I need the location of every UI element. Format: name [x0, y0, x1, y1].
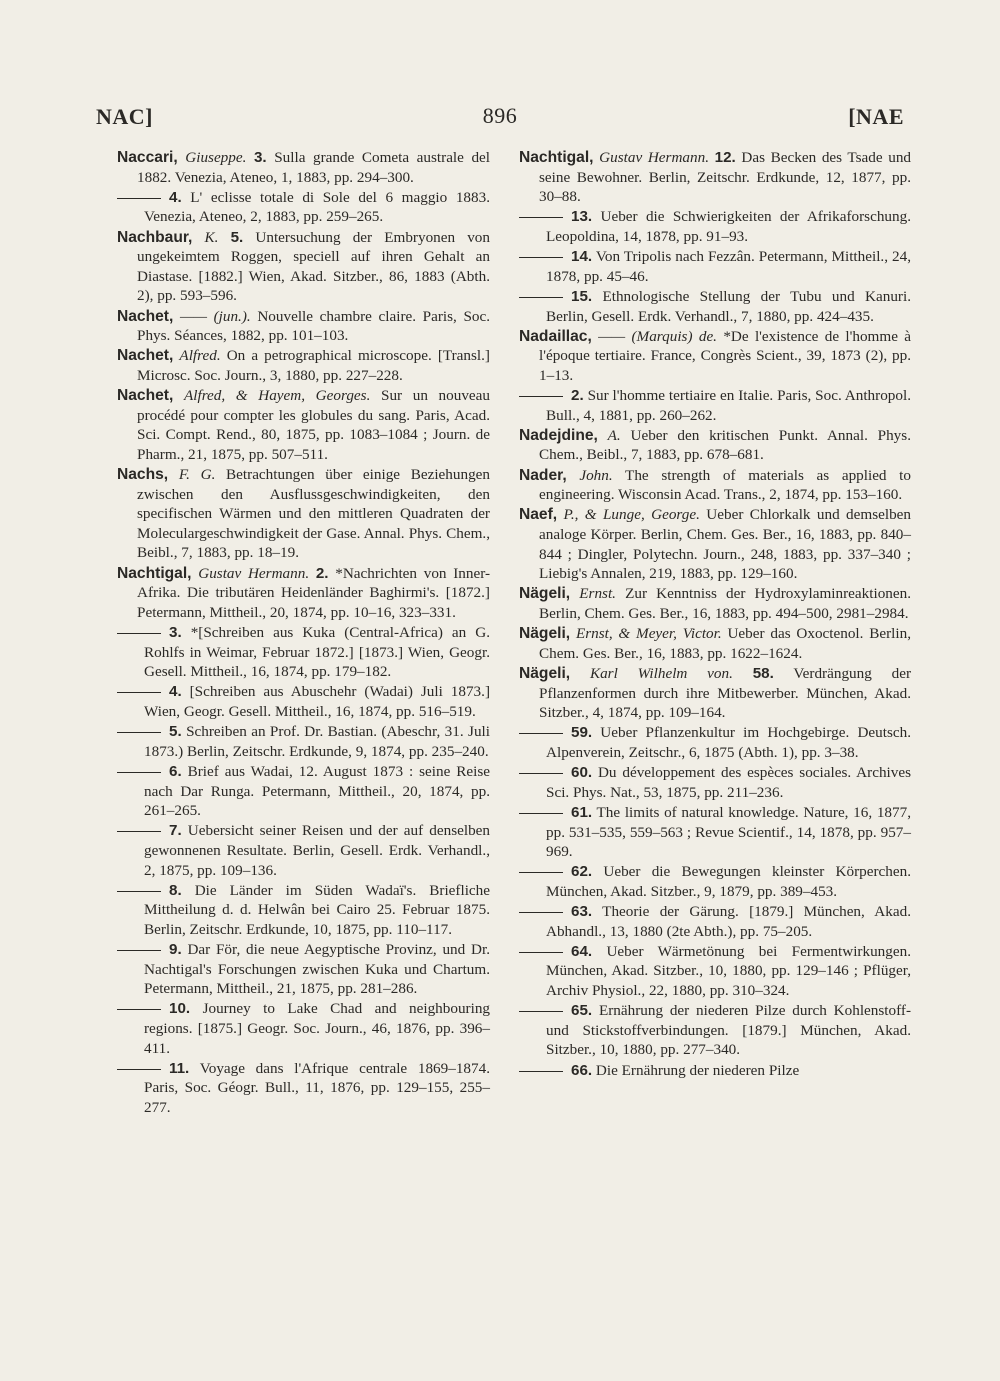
bibliography-entry — [519, 327, 911, 386]
bibliography-entry — [117, 228, 490, 306]
entry-text: Sur l'homme tertiaire en Italie. Paris, Soc. Anthropol. Bull., 4, 1881, pp. 260–262. — [546, 387, 912, 424]
entry-number: 4. — [169, 188, 182, 206]
right-column — [519, 148, 911, 1081]
entry-number: 60. — [571, 764, 593, 782]
ditto-rule — [519, 257, 563, 258]
entry-text: Von Tripolis nach Fezzân. Petermann, Mittheil., 24, 1878, pp. 45–46. — [546, 248, 911, 285]
entry-text: Brief aus Wadai, 12. August 1873 : seine Reise nach Dar Runga. Petermann, Mittheil., 20, 1874, pp. 261–265. — [144, 762, 491, 820]
author-given-name: Ernst. — [579, 585, 616, 603]
bibliography-entry — [519, 287, 911, 326]
author-surname: Nachtigal, — [519, 149, 594, 166]
author-given-name: F. G. — [178, 466, 216, 484]
bibliography-entry — [519, 505, 911, 583]
entry-text: Untersuchung der Embryonen von ungekeimtem Roggen, speciell auf ihren Gehalt an Diastase. [1882.] Wien, Akad. Sitzber., 86, 1883 (Abth. 2), pp. 593–596. — [137, 228, 490, 305]
ditto-rule — [519, 773, 563, 774]
entry-number: 59. — [571, 724, 593, 742]
ditto-rule — [519, 952, 563, 953]
entry-text: Die Länder im Süden Wadaï's. Briefliche Mittheilung d. d. Helwân bei Cairo 25. Februar 1875. Berlin, Zeitschr. Erdkunde, 10, 1875, pp. 110–117. — [144, 881, 490, 938]
author-surname: Nachet, — [117, 347, 174, 365]
bibliography-entry — [117, 722, 490, 761]
bibliography-entry — [117, 821, 490, 880]
author-given-name: K. — [204, 228, 219, 246]
author-given-name: —— (Marquis) de. — [598, 327, 717, 345]
bibliography-entry — [519, 386, 911, 425]
entry-text: Theorie der Gärung. [1879.] München, Akad. Abhandl., 13, 1880 (2te Abth.), pp. 75–205. — [546, 903, 911, 940]
running-head-left: NAC] — [96, 104, 153, 129]
entry-number: 8. — [169, 881, 182, 899]
entry-text: Schreiben an Prof. Dr. Bastian. (Abeschr, 31. Juli 1873.) Berlin, Zeitschr. Erdkunde, 9, 1874, pp. 235–240. — [144, 723, 490, 760]
author-given-name: Karl Wilhelm von. — [589, 664, 733, 682]
entry-text: Sur un nouveau procédé pour compter les globules du sang. Paris, Acad. Sci. Compt. Rend., 80, 1875, pp. 1083–1084 ; Journ. de Pharm., 21, 1875, pp. 507–511. — [137, 387, 491, 463]
bibliography-entry — [117, 307, 490, 346]
entry-number: 10. — [169, 1000, 191, 1018]
author-surname: Nägeli, — [519, 625, 571, 643]
entry-text: Ueber die Schwierigkeiten der Afrikaforschung. Leopoldina, 14, 1878, pp. 91–93. — [546, 208, 911, 245]
author-surname: Nachs, — [117, 466, 169, 484]
author-surname: Nadaillac, — [519, 327, 592, 345]
bibliography-entry — [519, 426, 911, 465]
ditto-rule — [117, 1009, 161, 1010]
entry-text: Verdrängung der Pflanzenformen durch ihre Mitbewerber. München, Akad. Sitzber., 4, 1874, pp. 109–164. — [539, 664, 912, 722]
bibliography-entry — [519, 902, 911, 941]
entry-text: Ueber Pflanzenkultur im Hochgebirge. Deutsch. Alpenverein, Zeitschr., 6, 1875 (Abth. 1), pp. 3–38. — [546, 724, 912, 761]
author-surname: Nachbaur, — [117, 228, 193, 246]
bibliography-entry — [519, 247, 911, 286]
bibliography-entry — [519, 942, 911, 1001]
bibliography-entry — [519, 763, 911, 802]
entry-text: On a petrographical microscope. [Transl.] Microsc. Soc. Journ., 3, 1880, pp. 227–228. — [137, 347, 490, 384]
entry-number: 63. — [571, 903, 593, 921]
bibliography-entry — [117, 386, 490, 464]
bibliography-entry — [519, 664, 911, 723]
bibliography-entry — [117, 623, 490, 682]
entry-text: Voyage dans l'Afrique centrale 1869–1874. Paris, Soc. Géogr. Bull., 11, 1876, pp. 129–155, 255–277. — [144, 1059, 490, 1116]
entry-number: 7. — [169, 822, 182, 840]
entry-number: 9. — [169, 941, 182, 959]
left-column — [117, 148, 490, 1118]
bibliography-entry — [117, 1059, 490, 1118]
author-given-name: Gustav Hermann. — [198, 564, 310, 582]
author-given-name: P., & Lunge, George. — [563, 506, 700, 524]
bibliography-entry — [117, 346, 490, 385]
author-given-name: Gustav Hermann. — [599, 149, 709, 166]
entry-text: Journey to Lake Chad and neighbouring regions. [1875.] Geogr. Soc. Journ., 46, 1876, pp. 396–411. — [144, 1000, 491, 1057]
entry-number: 12. — [714, 149, 736, 166]
bibliography-entry — [117, 188, 490, 227]
bibliography-entry — [519, 803, 911, 862]
entry-text: Ueber Wärmetönung bei Fermentwirkungen. München, Akad. Sitzber., 10, 1880, pp. 129–146 ; Pflüger, Archiv Physiol., 22, 1880, pp. 310–324. — [546, 942, 911, 1000]
entry-number: 61. — [571, 803, 593, 821]
entry-number: 62. — [571, 863, 593, 881]
ditto-rule — [117, 891, 161, 892]
entry-number: 2. — [315, 564, 329, 582]
entry-text: Ueber Chlorkalk und demselben analoge Körper. Berlin, Chem. Ges. Ber., 16, 1883, pp. 840–844 ; Dingler, Polytechn. Journ., 248, 1883, pp. 337–340 ; Liebig's Annalen, 219, 1883, pp. 129–160. — [539, 506, 911, 583]
author-surname: Nachet, — [117, 307, 174, 325]
entry-text: Das Becken des Tsade und seine Bewohner. Berlin, Zeitschr. Erdkunde, 12, 1877, pp. 30–88. — [539, 149, 912, 206]
entry-text: Ernährung der niederen Pilze durch Kohlenstoff- und Stickstoffverbindungen. [1879.] München, Akad. Sitzber., 10, 1880, pp. 277–340. — [546, 1002, 912, 1059]
author-given-name: A. — [607, 426, 621, 444]
bibliography-entry — [519, 624, 911, 663]
author-surname: Naef, — [519, 506, 558, 524]
author-surname: Nägeli, — [519, 585, 571, 603]
entry-number: 4. — [169, 683, 182, 701]
bibliography-entry — [117, 148, 490, 187]
running-head-right: [NAE — [848, 104, 904, 129]
entry-text: Ueber die Bewegungen kleinster Körperchen. München, Akad. Sitzber., 9, 1879, pp. 389–453. — [546, 863, 912, 900]
ditto-rule — [519, 1011, 563, 1012]
entry-text: Ethnologische Stellung der Tubu und Kanuri. Berlin, Gesell. Erdk. Verhandl., 7, 1880, pp. 424–435. — [546, 287, 911, 325]
bibliography-entry — [519, 1061, 911, 1081]
entry-text: The limits of natural knowledge. Nature, 16, 1877, pp. 531–535, 559–563 ; Revue Scientif., 14, 1878, pp. 957–969. — [546, 803, 911, 861]
entry-number: 3. — [253, 149, 267, 166]
entry-text: L' eclisse totale di Sole del 6 maggio 1883. Venezia, Ateneo, 2, 1883, pp. 259–265. — [144, 188, 491, 226]
bibliography-entry — [519, 723, 911, 762]
entry-text: Uebersicht seiner Reisen und der auf denselben gewonnenen Resultate. Berlin, Gesell. Erdk. Verhandl., 2, 1875, pp. 109–136. — [144, 822, 490, 879]
author-given-name: —— (jun.). — [179, 307, 251, 325]
ditto-rule — [117, 732, 161, 733]
bibliography-entry — [519, 1001, 911, 1060]
ditto-rule — [519, 912, 563, 913]
author-given-name: John. — [579, 466, 613, 484]
entry-text: *Nachrichten von Inner-Afrika. Die tributären Heidenländer Baghirmi's. [1872.] Petermann, Mittheil., 20, 1874, pp. 10–16, 323–331. — [137, 564, 491, 621]
entry-number: 5. — [169, 723, 182, 741]
entry-number: 11. — [169, 1059, 190, 1077]
ditto-rule — [519, 1071, 563, 1072]
entry-number: 2. — [571, 387, 584, 405]
bibliography-entry — [117, 564, 490, 623]
entry-number: 66. — [571, 1061, 593, 1079]
author-surname: Nägeli, — [519, 664, 571, 682]
ditto-rule — [117, 692, 161, 693]
ditto-rule — [519, 733, 563, 734]
entry-number: 3. — [169, 624, 182, 641]
ditto-rule — [117, 950, 161, 951]
entry-number: 65. — [571, 1002, 593, 1020]
entry-text: Sulla grande Cometa australe del 1882. Venezia, Ateneo, 1, 1883, pp. 294–300. — [137, 149, 491, 186]
bibliography-entry — [117, 999, 490, 1058]
ditto-rule — [519, 217, 563, 218]
bibliography-entry — [117, 682, 490, 721]
entry-text: The strength of materials as applied to engineering. Wisconsin Acad. Trans., 2, 1874, pp. 153–160. — [539, 466, 911, 504]
entry-text: [Schreiben aus Abuschehr (Wadai) Juli 1873.] Wien, Geogr. Gesell. Mittheil., 16, 1874, pp. 516–519. — [144, 683, 491, 720]
ditto-rule — [519, 297, 563, 298]
ditto-rule — [519, 872, 563, 873]
author-given-name: Alfred. — [179, 347, 221, 365]
author-surname: Nadejdine, — [519, 426, 598, 444]
ditto-rule — [117, 198, 161, 199]
page-number: 896 — [482, 103, 518, 128]
ditto-rule — [117, 633, 161, 634]
entry-text: *[Schreiben aus Kuka (Central-Africa) an G. Rohlfs in Weimar, Februar 1872.] [1873.] Wien, Geogr. Gesell. Mittheil., 16, 1874, pp. 179–182. — [144, 624, 491, 681]
entry-text: Betrachtungen über einige Beziehungen zwischen den Ausflussgeschwindigkeiten, den specifischen Wärmen und den mittleren Quadraten der Moleculargeschwindigkeit der Gase. Annal. Phys. Chem., Beibl., 7, 1883, pp. 18–19. — [137, 466, 490, 562]
ditto-rule — [117, 831, 161, 832]
entry-text: Nouvelle chambre claire. Paris, Soc. Phys. Séances, 1882, pp. 101–103. — [137, 307, 491, 345]
author-surname: Nader, — [519, 466, 567, 484]
author-given-name: Ernst, & Meyer, Victor. — [575, 625, 722, 643]
entry-number: 14. — [571, 248, 593, 266]
bibliography-entry — [117, 940, 490, 999]
ditto-rule — [519, 813, 563, 814]
entry-text: Dar För, die neue Aegyptische Provinz, und Dr. Nachtigal's Forschungen zwischen Kuka und Chartum. Petermann, Mittheil., 21, 1875, pp. 281–286. — [144, 941, 491, 998]
entry-text: Du développement des espèces sociales. Archives Sci. Phys. Nat., 53, 1875, pp. 211–236. — [546, 764, 911, 801]
bibliography-entry — [117, 881, 490, 940]
bibliography-entry — [519, 584, 911, 623]
entry-text: Ueber das Oxoctenol. Berlin, Chem. Ges. Ber., 16, 1883, pp. 1622–1624. — [539, 625, 912, 662]
author-surname: Nachet, — [117, 387, 174, 405]
author-surname: Nachtigal, — [117, 564, 192, 582]
author-given-name: Alfred, & Hayem, Georges. — [183, 387, 371, 405]
entry-number: 5. — [230, 228, 244, 246]
entry-text: Zur Kenntniss der Hydroxylaminreaktionen. Berlin, Chem. Ges. Ber., 16, 1883, pp. 494–500, 2981–2984. — [539, 585, 912, 622]
entry-number: 64. — [571, 942, 593, 960]
ditto-rule — [519, 396, 563, 397]
bibliography-entry — [519, 862, 911, 901]
entry-number: 58. — [752, 664, 774, 682]
ditto-rule — [117, 772, 161, 773]
author-given-name: Giuseppe. — [185, 149, 247, 166]
bibliography-entry — [519, 466, 911, 505]
entry-text: Ueber den kritischen Punkt. Annal. Phys. Chem., Beibl., 7, 1883, pp. 678–681. — [539, 426, 911, 464]
bibliography-entry — [117, 762, 490, 821]
bibliography-entry — [117, 465, 490, 563]
entry-text: Die Ernährung der niederen Pilze — [595, 1061, 800, 1079]
author-surname: Naccari, — [117, 149, 178, 166]
ditto-rule — [117, 1069, 161, 1070]
bibliography-entry — [519, 207, 911, 246]
bibliography-entry — [519, 148, 911, 207]
entry-number: 15. — [571, 287, 593, 305]
entry-number: 6. — [169, 762, 182, 780]
entry-number: 13. — [571, 208, 593, 226]
entry-text: *De l'existence de l'homme à l'époque tertiaire. France, Congrès Scient., 39, 1873 (2), pp. 1–13. — [539, 327, 912, 384]
